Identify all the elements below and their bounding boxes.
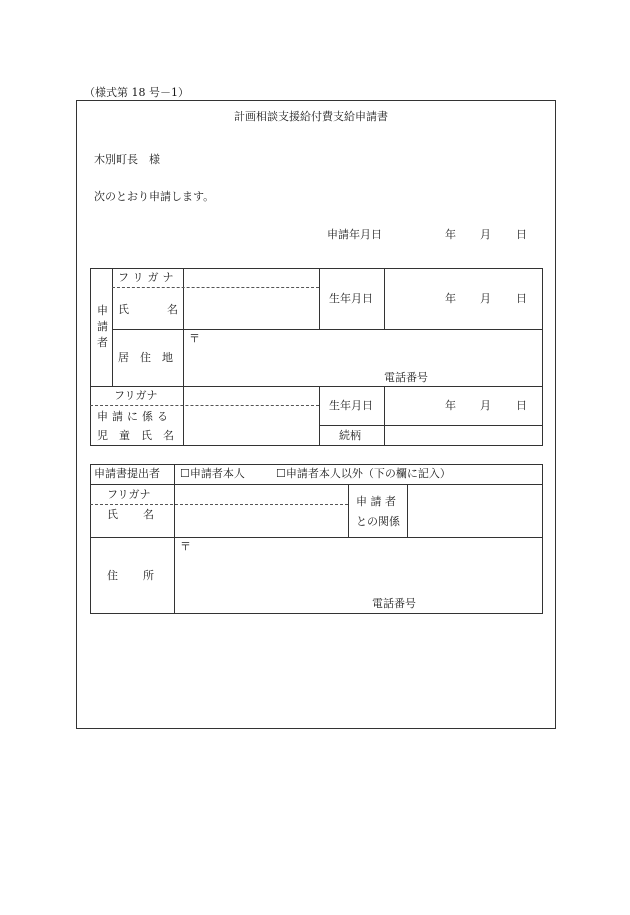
applicant-birth-label: 生年月日 [329,292,373,305]
submitter-relation-label-2: との関係 [356,515,400,528]
child-relation-label: 続柄 [339,429,361,442]
application-date-label: 申請年月日 [327,228,382,241]
child-birth-day[interactable]: 日 [516,399,527,412]
applicant-postal-mark: 〒 [189,332,200,345]
submitter-address-label-1: 住 [107,569,118,582]
applicant-birth-month[interactable]: 月 [480,292,491,305]
addressee: 木別町長 様 [94,153,160,166]
applicant-name-label-1: 氏 [118,303,129,316]
intro-text: 次のとおり申請します。 [94,190,215,203]
submitter-phone-label: 電話番号 [372,597,416,610]
application-date-day[interactable]: 日 [516,228,527,241]
applicant-furigana-label: フリガナ [118,271,178,284]
applicant-phone-label: 電話番号 [384,371,428,384]
submitter-option-self[interactable]: ☐申請者本人 [180,467,245,480]
submitter-option-other[interactable]: ☐申請者本人以外（下の欄に記入） [276,467,451,480]
submitter-address-label-2: 所 [143,569,154,582]
applicant-birth-day[interactable]: 日 [516,292,527,305]
applicant-side-label-2: 請 [97,320,108,333]
applicant-birth-year[interactable]: 年 [445,292,456,305]
child-birth-month[interactable]: 月 [480,399,491,412]
submitter-relation-label-1: 申 請 者 [356,495,396,508]
applicant-side-label-1: 申 [97,304,108,317]
child-birth-year[interactable]: 年 [445,399,456,412]
applicant-name-label-2: 名 [167,303,178,316]
form-title: 計画相談支援給付費支給申請書 [234,110,388,123]
application-date-year[interactable]: 年 [445,228,456,241]
submitter-furigana-label: フリガナ [107,488,151,501]
child-name-label-2: 児童氏名 [97,429,185,442]
child-birth-label: 生年月日 [329,399,373,412]
submitter-label: 申請書提出者 [94,467,160,480]
child-furigana-label: フリガナ [114,389,158,402]
applicant-side-label-3: 者 [97,336,108,349]
applicant-address-label: 居 住 地 [118,351,173,364]
submitter-postal-mark: 〒 [180,540,191,553]
form-number: （様式第 18 号－1） [84,86,189,99]
child-name-label-1: 申請に係る [97,410,172,423]
submitter-name-label-1: 氏 [107,508,118,521]
application-date-month[interactable]: 月 [480,228,491,241]
submitter-name-label-2: 名 [143,508,154,521]
